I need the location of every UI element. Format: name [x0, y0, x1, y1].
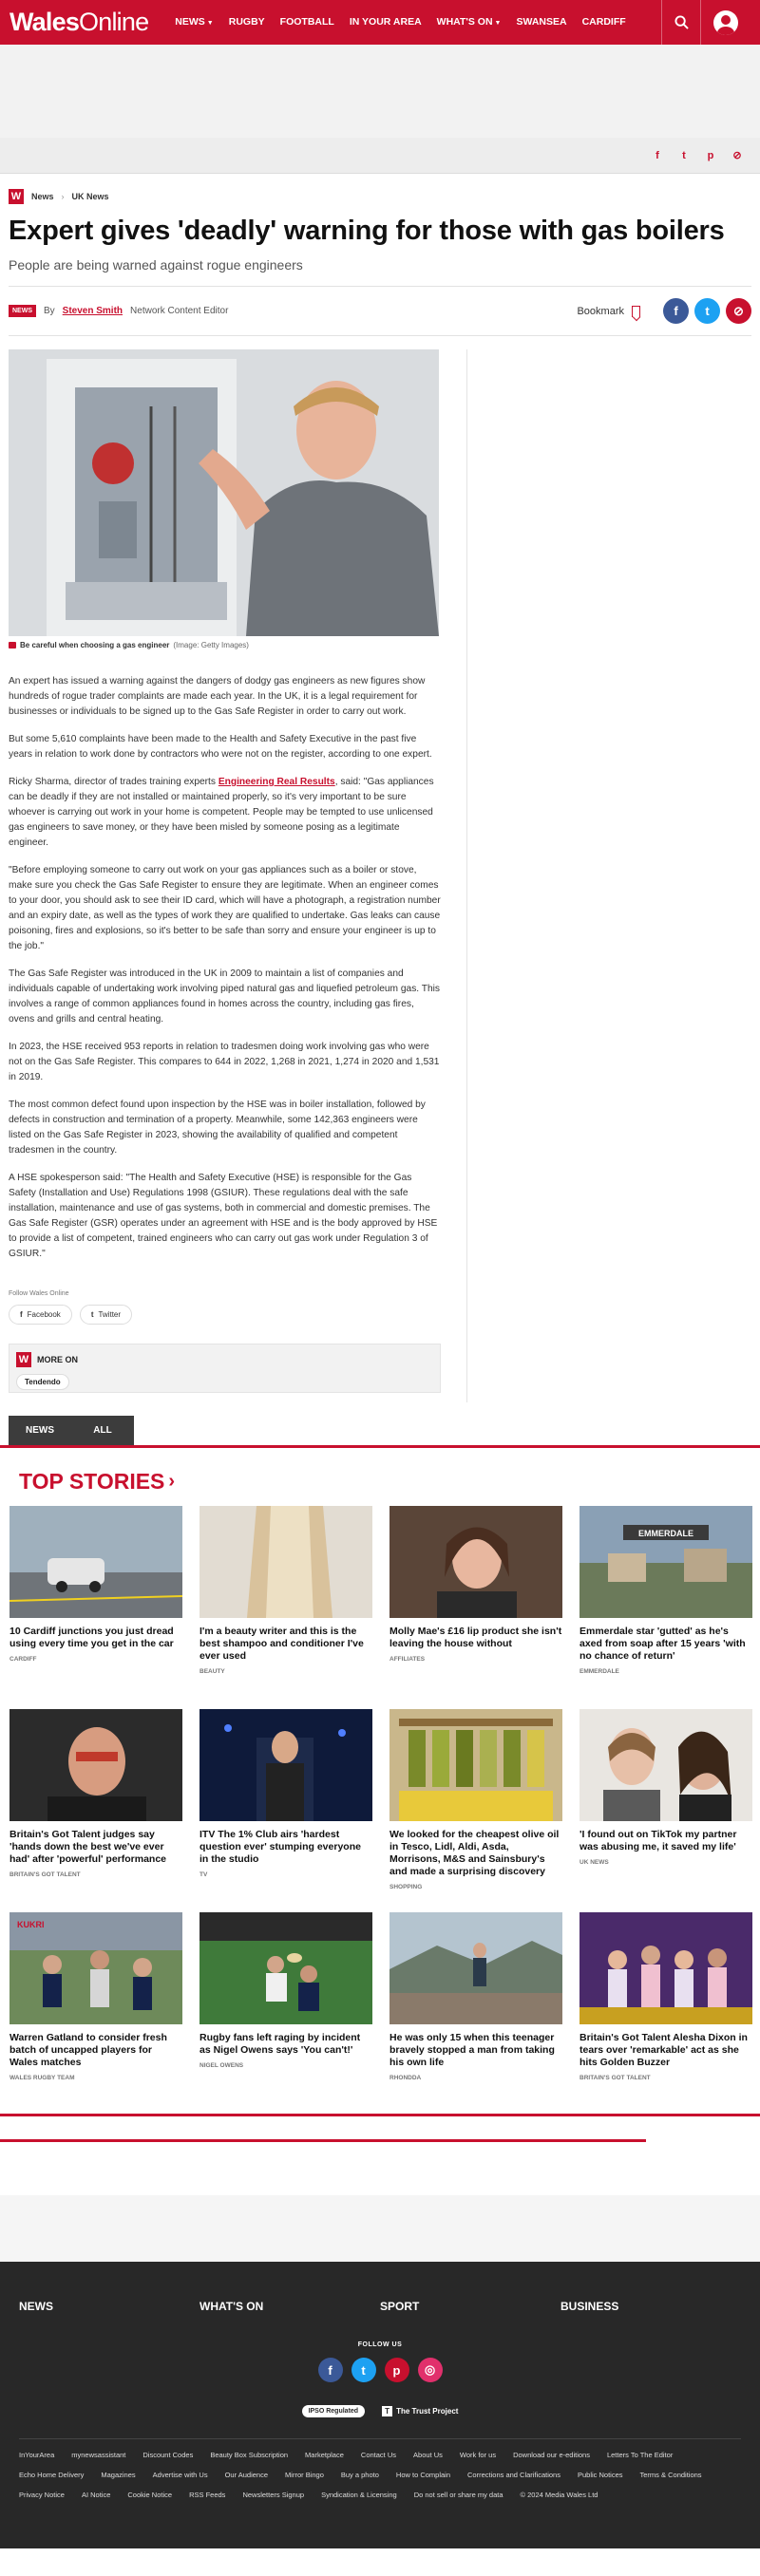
content-area: [9, 349, 751, 1402]
story-image[interactable]: [200, 1709, 372, 1821]
instagram-footer-icon[interactable]: ◎: [418, 2358, 443, 2382]
facebook-icon: f: [20, 1310, 23, 1319]
facebook-share-icon[interactable]: f: [663, 298, 689, 324]
trust-icon: T: [382, 2406, 392, 2416]
story-image[interactable]: [390, 1912, 562, 2024]
caption-credit: (Image: Getty Images): [173, 641, 249, 649]
inline-link[interactable]: Engineering Real Results: [218, 777, 335, 787]
byline-by: By: [44, 306, 55, 316]
story-thumbnail: [200, 1912, 372, 2024]
follow-label: Follow Wales Online: [9, 1290, 69, 1297]
story-image[interactable]: [580, 1506, 752, 1618]
story-title[interactable]: Britain's Got Talent Alesha Dixon in tears over 'remarkable' act as she hits Golden Buzzer: [580, 2032, 748, 2068]
nav-label: WHAT'S ON: [436, 15, 493, 28]
top-stories-title: TOP STORIES: [19, 1469, 165, 1494]
logo-bold: Wales: [10, 8, 80, 36]
story-title[interactable]: I'm a beauty writer and this is the best shampoo and conditioner I've ever used: [200, 1626, 364, 1662]
twitter-icon[interactable]: t: [682, 149, 686, 161]
story-card[interactable]: [10, 1709, 182, 1899]
story-image[interactable]: [10, 1912, 182, 2024]
nav-item-swansea[interactable]: [508, 0, 574, 45]
story-card[interactable]: [390, 1912, 562, 2102]
article-paragraph: The Gas Safe Register was introduced in the UK in 2009 to maintain a list of companies and individuals capable of undertaking work involving piped natural gas and liquefied petroleum gas. This involves a range of common appliances found in homes across the country, including gas fires, ovens and grills and central heating.: [9, 968, 441, 1025]
story-category[interactable]: BRITAIN'S GOT TALENT: [10, 1871, 81, 1878]
article-headline: Expert gives 'deadly' warning for those with gas boilers: [9, 216, 725, 246]
news-tag: NEWS: [9, 305, 36, 317]
tab-all[interactable]: ALL: [71, 1416, 134, 1445]
divider-partial: [0, 2139, 646, 2142]
facebook-icon[interactable]: f: [656, 149, 659, 161]
nav-item-rugby[interactable]: [221, 0, 273, 45]
emmerdale-sign: EMMERDALE: [638, 1529, 694, 1538]
footer-link[interactable]: RSS Feeds: [189, 2491, 226, 2499]
footer-link[interactable]: mynewsassistant: [71, 2451, 126, 2459]
paragraph-text: , said: "Gas appliances can be deadly if they are not installed or maintained properly, so it's very important to be sure whoever is carrying out work in your home is competent. People may be tempted to use unlicensed gas engineers to save money, or they have been misled by someone posing as a legitimate engineer.: [9, 777, 434, 848]
footer-link[interactable]: AI Notice: [81, 2491, 111, 2499]
story-category[interactable]: BEAUTY: [200, 1668, 225, 1675]
story-thumbnail: [580, 1506, 752, 1618]
footer-link[interactable]: Our Audience: [224, 2471, 269, 2479]
logo-light: Online: [79, 8, 149, 36]
story-image[interactable]: [580, 1709, 752, 1821]
footer-link[interactable]: Advertise with Us: [152, 2471, 208, 2479]
footer-link[interactable]: About Us: [413, 2451, 443, 2459]
paragraph-text: Ricky Sharma, director of trades training experts: [9, 777, 218, 787]
story-thumbnail: [390, 1912, 562, 2024]
story-title[interactable]: 'I found out on TikTok my partner was abusing me, it saved my life': [580, 1829, 737, 1852]
story-thumbnail: [10, 1709, 182, 1821]
follow-us-label: FOLLOW US: [357, 2341, 403, 2348]
twitter-footer-icon[interactable]: t: [352, 2358, 376, 2382]
footer-links: [19, 2438, 741, 2499]
footer-social: [19, 2358, 741, 2382]
nav-label: FOOTBALL: [279, 16, 334, 28]
story-thumbnail: [200, 1506, 372, 1618]
image-caption: [9, 641, 447, 649]
footer-link[interactable]: Beauty Box Subscription: [210, 2451, 289, 2459]
nav-label: IN YOUR AREA: [349, 16, 422, 28]
bookmark-label: Bookmark: [577, 305, 624, 317]
story-card[interactable]: [200, 1912, 372, 2102]
search-icon: [674, 15, 689, 29]
footer-link[interactable]: Contact Us: [360, 2451, 397, 2459]
footer-link[interactable]: Corrections and Clarifications: [467, 2471, 560, 2479]
follow-twitter-button[interactable]: [80, 1305, 132, 1325]
twitter-icon: t: [90, 1310, 94, 1319]
footer-section-sport[interactable]: SPORT: [380, 2300, 420, 2313]
brand-badge: W: [9, 189, 24, 204]
follow-label: Facebook: [27, 1310, 61, 1319]
article-paragraph: The most common defect found upon inspection by the HSE was in boiler installation, followed by defects in construction and termination of a property. Meanwhile, some 142,363 engineers were listed on the Gas Safe Register in 2023, showing the availability of qualified and competent tradesmen in the country.: [9, 1100, 426, 1156]
story-category[interactable]: UK NEWS: [580, 1859, 609, 1866]
ipso-logo[interactable]: IPSO Regulated: [302, 2405, 366, 2417]
footer-link[interactable]: Magazines: [101, 2471, 136, 2479]
nav-item-football[interactable]: [273, 0, 342, 45]
story-card[interactable]: [390, 1506, 562, 1696]
article-paragraph: An expert has issued a warning against the dangers of dodgy gas engineers as new figures show hundreds of rogue trader complaints are made each year. In the UK, it is a legal requirement for businesses or individuals to be signed up to the Gas Safe Register in order to carry out work.: [9, 676, 426, 717]
article-paragraph: A HSE spokesperson said: "The Health and Safety Executive (HSE) is responsible for the Gas Safety (Installation and Use) Regulations 1998 (GSIUR). These regulations deal with the safe installation, maintenance and use of gas systems, both in commercial and domestic premises. The Gas Safe Register (GSR) operates under an agreement with HSE and is the body approved by HSE to provide a list of competent, trained engineers who can carry out gas work under Regulation 3 of GSIUR.": [9, 1173, 438, 1259]
end-dividers: [0, 2114, 760, 2142]
nav-item-cardiff[interactable]: [575, 0, 634, 45]
chevron-down-icon: ▼: [494, 19, 502, 27]
footer-link[interactable]: Public Notices: [577, 2471, 623, 2479]
chevron-down-icon: ▼: [206, 19, 214, 27]
breadcrumb-separator: ›: [61, 192, 65, 201]
story-image[interactable]: [580, 1912, 752, 2024]
footer-sections: [19, 2300, 741, 2313]
caption-text: Be careful when choosing a gas engineer: [20, 641, 170, 649]
more-on-title: MORE ON: [37, 1355, 79, 1364]
story-image[interactable]: [390, 1506, 562, 1618]
article-standfirst: People are being warned against rogue engineers: [9, 257, 303, 273]
story-card[interactable]: [580, 1506, 752, 1696]
story-thumbnail: [200, 1709, 372, 1821]
story-title[interactable]: Emmerdale star 'gutted' as he's axed from soap after 15 years 'with no chance of return': [580, 1626, 746, 1662]
story-card[interactable]: [580, 1709, 752, 1899]
facebook-footer-icon[interactable]: f: [318, 2358, 343, 2382]
trust-project-logo[interactable]: [382, 2406, 458, 2416]
story-category[interactable]: EMMERDALE: [580, 1668, 619, 1675]
footer-link[interactable]: How to Complain: [395, 2471, 451, 2479]
footer-link[interactable]: InYourArea: [19, 2451, 55, 2459]
story-image[interactable]: [200, 1912, 372, 2024]
pinterest-footer-icon[interactable]: p: [385, 2358, 409, 2382]
regulation-logos: [19, 2405, 741, 2417]
story-thumbnail: [580, 1912, 752, 2024]
search-button[interactable]: [661, 0, 701, 45]
story-category[interactable]: RHONDDA: [390, 2075, 422, 2081]
story-thumbnail: [580, 1709, 752, 1821]
twitter-share-icon[interactable]: t: [694, 298, 720, 324]
story-title[interactable]: He was only 15 when this teenager bravely stopped a man from taking his own life: [390, 2032, 555, 2068]
footer-link[interactable]: Cookie Notice: [127, 2491, 173, 2499]
article-paragraph: [9, 775, 441, 851]
breadcrumb-news[interactable]: News: [31, 192, 54, 201]
camera-icon: [9, 642, 16, 649]
pinterest-icon[interactable]: p: [707, 149, 714, 161]
article-paragraph: But some 5,610 complaints have been made to the Health and Safety Executive in the past five years in relation to work done by contractors who were not on the register, according to one expert.: [9, 734, 432, 760]
article-paragraph: In 2023, the HSE received 953 reports in relation to tradesmen doing work involving gas who were not on the Gas Safe Register. This compares to 644 in 2022, 1,268 in 2021, 1,274 in 2020 and 1,531 in 2019.: [9, 1042, 440, 1082]
footer-link[interactable]: Terms & Conditions: [639, 2471, 702, 2479]
story-title[interactable]: Britain's Got Talent judges say 'hands down the best we've ever had' after 'powerful' performance: [10, 1829, 167, 1865]
story-title[interactable]: ITV The 1% Club airs 'hardest question ever' stumping everyone in the studio: [200, 1829, 361, 1865]
article-body: [9, 674, 447, 1262]
more-on-header: [16, 1352, 433, 1367]
article: [0, 189, 760, 1402]
story-category[interactable]: AFFILIATES: [390, 1656, 426, 1663]
footer-section-what-s-on[interactable]: WHAT'S ON: [200, 2300, 264, 2313]
story-thumbnail: [390, 1709, 562, 1821]
story-title[interactable]: Rugby fans left raging by incident as Nigel Owens says 'You can't!': [200, 2032, 361, 2056]
article-paragraph: "Before employing someone to carry out work on your gas appliances such as a boiler or stove, make sure you check the Gas Safe Register to ensure they are legitimate. When an engineer comes to your door, you should ask to see their ID card, which will have a photograph, a registration number and an expiry date, as well as the types of work they are qualified to undertake. Gas leaks can cause poisoning, fires and explosions, so it's better to be safe than sorry and ensure your engineer is up to the job.": [9, 865, 441, 951]
footer-section-business[interactable]: BUSINESS: [560, 2300, 619, 2313]
feed-tabs: [9, 1416, 760, 1445]
breadcrumb: [9, 189, 751, 204]
author-link[interactable]: Steven Smith: [62, 306, 124, 316]
tab-news[interactable]: NEWS: [9, 1416, 71, 1445]
bookmark-icon: [632, 306, 640, 317]
trust-label: The Trust Project: [396, 2407, 459, 2416]
story-title[interactable]: Molly Mae's £16 lip product she isn't leaving the house without: [390, 1626, 562, 1649]
footer-link[interactable]: Echo Home Delivery: [19, 2471, 85, 2479]
footer-link[interactable]: Do not sell or share my data: [413, 2491, 504, 2499]
story-image[interactable]: [390, 1709, 562, 1821]
byline: [9, 305, 228, 317]
story-thumbnail: [10, 1912, 182, 2024]
story-category[interactable]: CARDIFF: [10, 1656, 37, 1663]
sidebar: [466, 349, 751, 1402]
nav-item-in-your-area[interactable]: [342, 0, 429, 45]
story-image[interactable]: [200, 1506, 372, 1618]
footer-link[interactable]: Mirror Bingo: [285, 2471, 324, 2479]
footer-link[interactable]: Download our e-editions: [513, 2451, 590, 2459]
story-category[interactable]: TV: [200, 1871, 208, 1878]
site-header: [0, 0, 760, 174]
top-stories-heading[interactable]: [19, 1469, 760, 1495]
nav-label: CARDIFF: [581, 16, 626, 28]
account-icon: [713, 10, 738, 35]
story-card[interactable]: [10, 1506, 182, 1696]
share-bar: [0, 138, 760, 174]
site-logo[interactable]: [10, 8, 148, 37]
top-stories: [0, 1469, 760, 2102]
nav-item-news[interactable]: [167, 0, 220, 46]
story-card[interactable]: [390, 1709, 562, 1899]
ad-placeholder: [0, 45, 760, 138]
more-on-badge: W: [16, 1352, 31, 1367]
follow-label: Twitter: [98, 1310, 122, 1319]
nav-item-what-s-on[interactable]: [429, 0, 509, 46]
copyright: © 2024 Media Wales Ltd: [520, 2491, 598, 2499]
author-role: Network Content Editor: [130, 306, 229, 316]
account-button[interactable]: [701, 0, 750, 45]
nav-label: SWANSEA: [516, 16, 567, 28]
main-column: [9, 349, 447, 1402]
footer-link[interactable]: Marketplace: [305, 2451, 344, 2459]
article-actions: [577, 298, 751, 324]
section-divider: [0, 1445, 760, 1448]
ad-placeholder-bottom: [0, 2195, 760, 2262]
footer-section-news[interactable]: NEWS: [19, 2300, 53, 2313]
footer-link[interactable]: Syndication & Licensing: [321, 2491, 397, 2499]
site-footer: [0, 2262, 760, 2548]
footer-link[interactable]: Privacy Notice: [19, 2491, 65, 2499]
copy-link-icon[interactable]: ⊘: [726, 298, 751, 324]
bookmark-button[interactable]: [577, 306, 640, 317]
nav-label: RUGBY: [228, 16, 265, 28]
topic-chip[interactable]: Tendendo: [16, 1374, 69, 1390]
follow-buttons: [9, 1305, 447, 1325]
hero-image[interactable]: [9, 349, 439, 636]
byline-bar: [9, 286, 751, 336]
divider-full: [0, 2114, 760, 2116]
story-thumbnail: [390, 1506, 562, 1618]
story-thumbnail: [10, 1506, 182, 1618]
gas-engineer-photo: [9, 349, 439, 636]
story-grid: [10, 1506, 750, 2102]
story-category[interactable]: SHOPPING: [390, 1884, 423, 1890]
story-category[interactable]: NIGEL OWENS: [200, 2062, 244, 2069]
footer-link[interactable]: Letters To The Editor: [606, 2451, 674, 2459]
link-icon[interactable]: ⊘: [732, 150, 742, 161]
story-image[interactable]: [10, 1506, 182, 1618]
sponsor-board: KUKRI: [17, 1920, 45, 1929]
story-title[interactable]: 10 Cardiff junctions you just dread using every time you get in the car: [10, 1626, 174, 1649]
story-card[interactable]: [580, 1912, 752, 2102]
story-title[interactable]: Warren Gatland to consider fresh batch of uncapped players for Wales matches: [10, 2032, 167, 2068]
more-on-box: [9, 1344, 441, 1393]
story-card[interactable]: [200, 1506, 372, 1696]
main-nav: [167, 0, 661, 45]
footer-link[interactable]: Buy a photo: [340, 2471, 379, 2479]
footer-link[interactable]: Newsletters Signup: [242, 2491, 305, 2499]
story-title[interactable]: We looked for the cheapest olive oil in Tesco, Lidl, Aldi, Asda, Morrisons, M&S and Sainsbury's and made a surprising discovery: [390, 1829, 560, 1877]
story-category[interactable]: WALES RUGBY TEAM: [10, 2075, 75, 2081]
story-image[interactable]: [10, 1709, 182, 1821]
story-card[interactable]: [10, 1912, 182, 2102]
story-card[interactable]: [200, 1709, 372, 1899]
footer-link[interactable]: Work for us: [459, 2451, 497, 2459]
nav-label: NEWS: [175, 15, 205, 28]
chevron-right-icon: ›: [168, 1471, 176, 1492]
footer-link[interactable]: Discount Codes: [142, 2451, 194, 2459]
follow-facebook-button[interactable]: [9, 1305, 72, 1325]
story-category[interactable]: BRITAIN'S GOT TALENT: [580, 2075, 651, 2081]
top-navigation-bar: [0, 0, 760, 45]
breadcrumb-uk-news[interactable]: UK News: [71, 192, 109, 201]
